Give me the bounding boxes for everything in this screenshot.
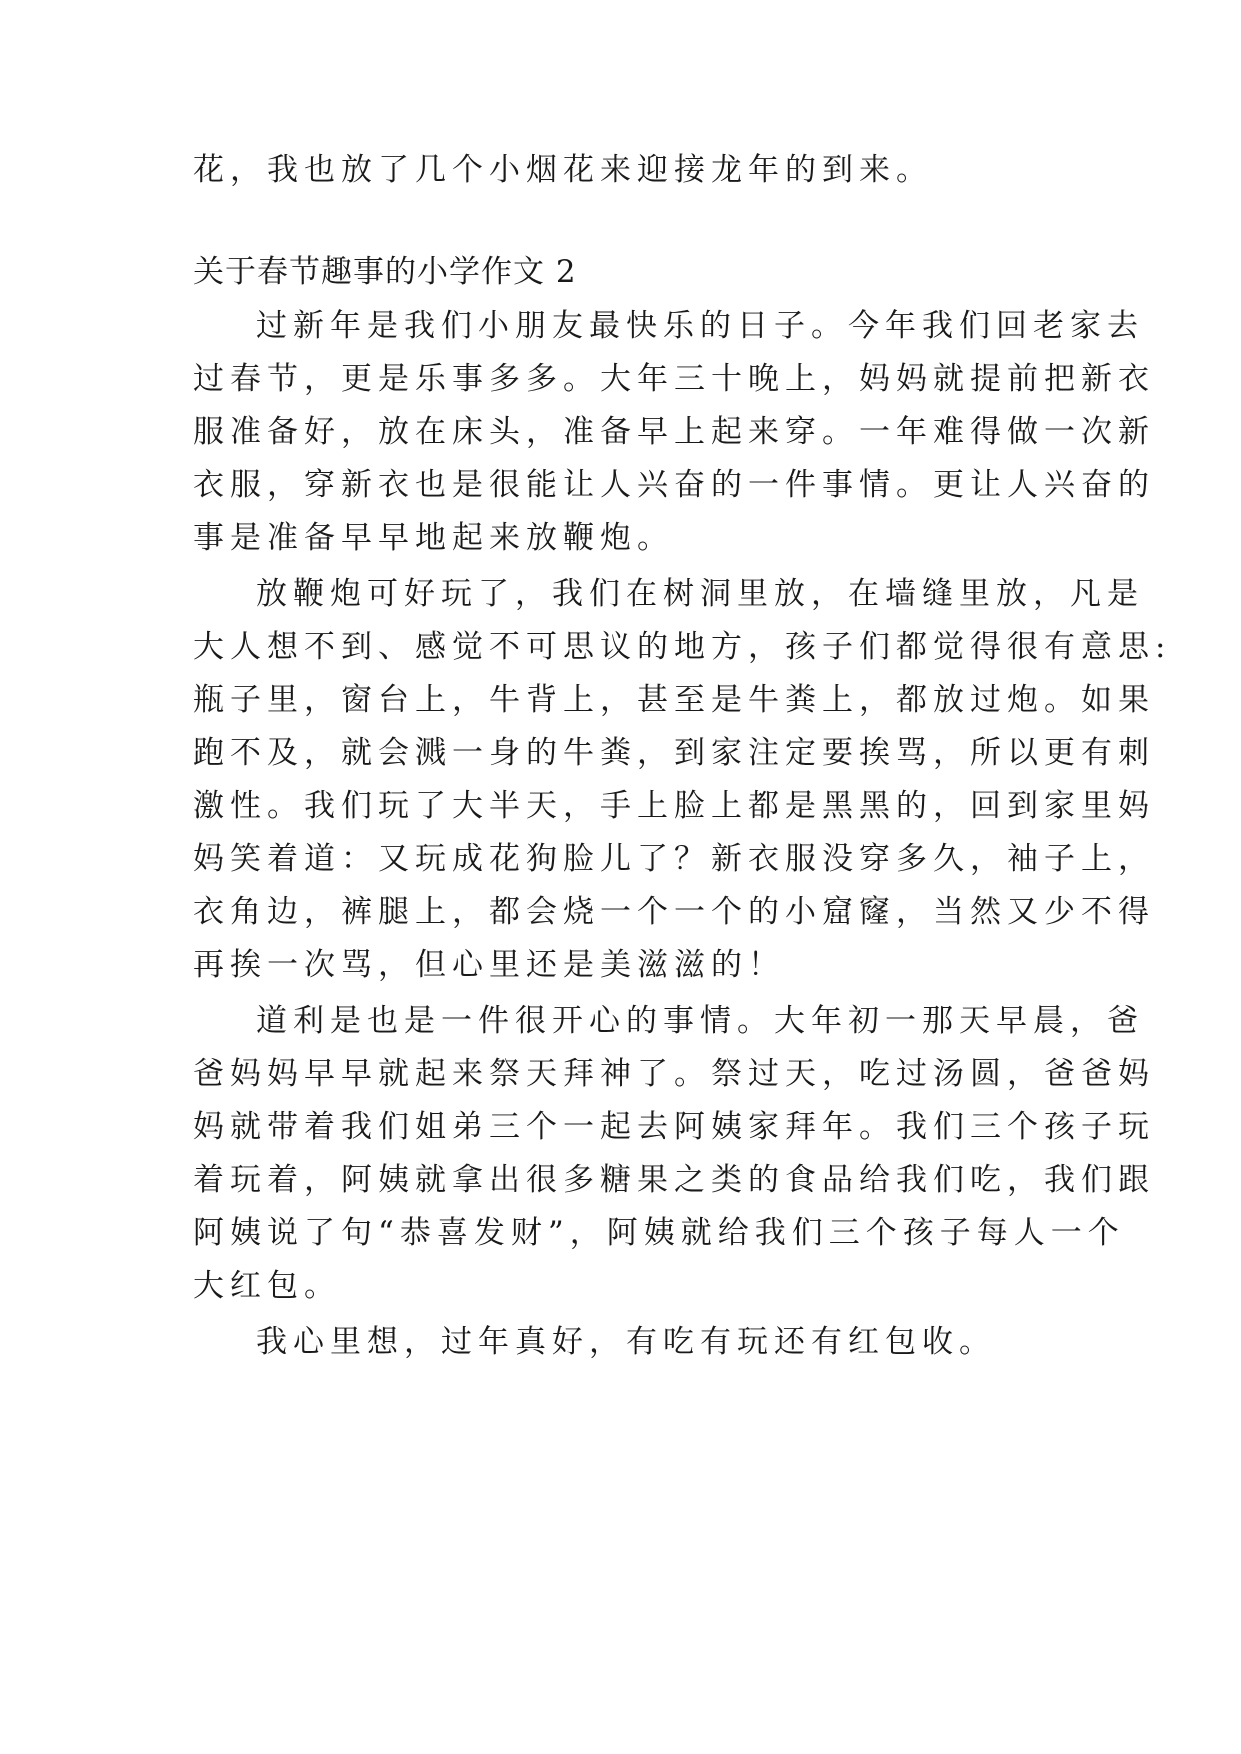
continuation-line: 花，我也放了几个小烟花来迎接龙年的到来。 <box>193 152 933 188</box>
paragraph-2-line: 激性。我们玩了大半天，手上脸上都是黑黑的，回到家里妈 <box>193 788 1155 824</box>
paragraph-1-line: 服准备好，放在床头，准备早上起来穿。一年难得做一次新 <box>193 414 1155 450</box>
paragraph-3-line: 阿姨说了句“恭喜发财”，阿姨就给我们三个孩子每人一个 <box>193 1215 1125 1251</box>
paragraph-1-line: 衣服，穿新衣也是很能让人兴奋的一件事情。更让人兴奋的 <box>193 467 1155 503</box>
paragraph-2-line: 妈笑着道：又玩成花狗脸儿了？新衣服没穿多久，袖子上， <box>193 841 1155 877</box>
paragraph-3-line: 着玩着，阿姨就拿出很多糖果之类的食品给我们吃，我们跟 <box>193 1162 1155 1198</box>
paragraph-3-line: 爸妈妈早早就起来祭天拜神了。祭过天，吃过汤圆，爸爸妈 <box>193 1056 1155 1092</box>
paragraph-1-line: 事是准备早早地起来放鞭炮。 <box>193 520 674 556</box>
section-title: 关于春节趣事的小学作文 2 <box>193 254 577 290</box>
paragraph-3-line: 妈就带着我们姐弟三个一起去阿姨家拜年。我们三个孩子玩 <box>193 1109 1155 1145</box>
paragraph-2-line: 大人想不到、感觉不可思议的地方，孩子们都觉得很有意思: <box>193 629 1172 665</box>
paragraph-2-line: 放鞭炮可好玩了，我们在树洞里放，在墙缝里放，凡是 <box>256 576 1144 612</box>
paragraph-3-line: 大红包。 <box>193 1268 341 1304</box>
paragraph-4-line: 我心里想，过年真好，有吃有玩还有红包收。 <box>256 1324 996 1360</box>
paragraph-2-line: 跑不及，就会溅一身的牛粪，到家注定要挨骂，所以更有刺 <box>193 735 1155 771</box>
paragraph-2-line: 再挨一次骂，但心里还是美滋滋的！ <box>193 947 785 983</box>
paragraph-2-line: 衣角边，裤腿上，都会烧一个一个的小窟窿，当然又少不得 <box>193 894 1155 930</box>
paragraph-1-line: 过新年是我们小朋友最快乐的日子。今年我们回老家去 <box>256 308 1144 344</box>
paragraph-1-line: 过春节，更是乐事多多。大年三十晚上，妈妈就提前把新衣 <box>193 361 1155 397</box>
paragraph-2-line: 瓶子里，窗台上，牛背上，甚至是牛粪上，都放过炮。如果 <box>193 682 1155 718</box>
paragraph-3-line: 道利是也是一件很开心的事情。大年初一那天早晨，爸 <box>256 1003 1144 1039</box>
